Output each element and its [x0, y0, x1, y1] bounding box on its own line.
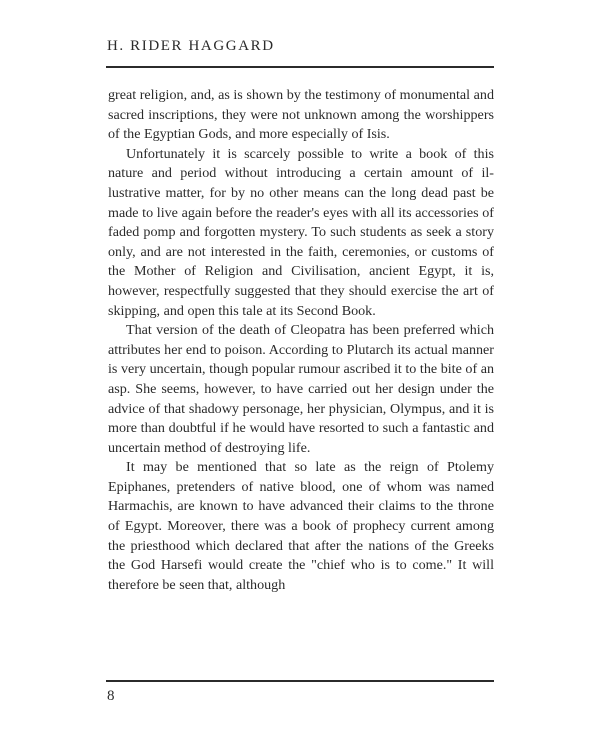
paragraph: Unfortunately it is scarcely possible to write a book of this nature and period without introducing a certain amount of illustrative matter, for by no other means can the long dead past be made to live again before the reader's eyes with all its accessories of faded pomp and forgotten mystery. To such students as seek a story only, and are not interested in the faith, ceremonies, or customs of the Mother of Religion and Civilisation, ancient Egypt, it is, however, respectfully suggested that they should exercise the art of skipping, and open this tale at its Second Book.	[108, 145, 494, 319]
body-text	[108, 86, 494, 595]
running-header: H. RIDER HAGGARD	[107, 38, 275, 54]
paragraph: It may be mentioned that so late as the reign of Ptolemy Epiphanes, pretenders of native blood, one of whom was named Harmachis, are known to have advanced their claims to the throne of Egypt. Moreover, there was a book of prophecy current among the priesthood which declared that after the nations of the Greeks the God Harsefi would create the "chief who is to come." It will therefore be seen that, although	[108, 459, 494, 593]
paragraph: That version of the death of Cleopatra has been preferred which attributes her end to poison. According to Plutarch its actual manner is very uncertain, though popular rumour ascribed it to the bite of an asp. She seems, however, to have carried out her design under the advice of that shadowy personage, her physician, Olympus, and it is more than doubtful if he would have resorted to such a fantastic and uncertain method of destroying life.	[108, 322, 494, 456]
footer-rule	[106, 680, 494, 682]
paragraph-continued: great religion, and, as is shown by the testimony of monumental and sacred inscriptions, they were not unknown among the worshippers of the Egyptian Gods, and more especially of Isis.	[108, 87, 494, 143]
header-rule	[106, 66, 494, 68]
page-number: 8	[107, 688, 115, 704]
